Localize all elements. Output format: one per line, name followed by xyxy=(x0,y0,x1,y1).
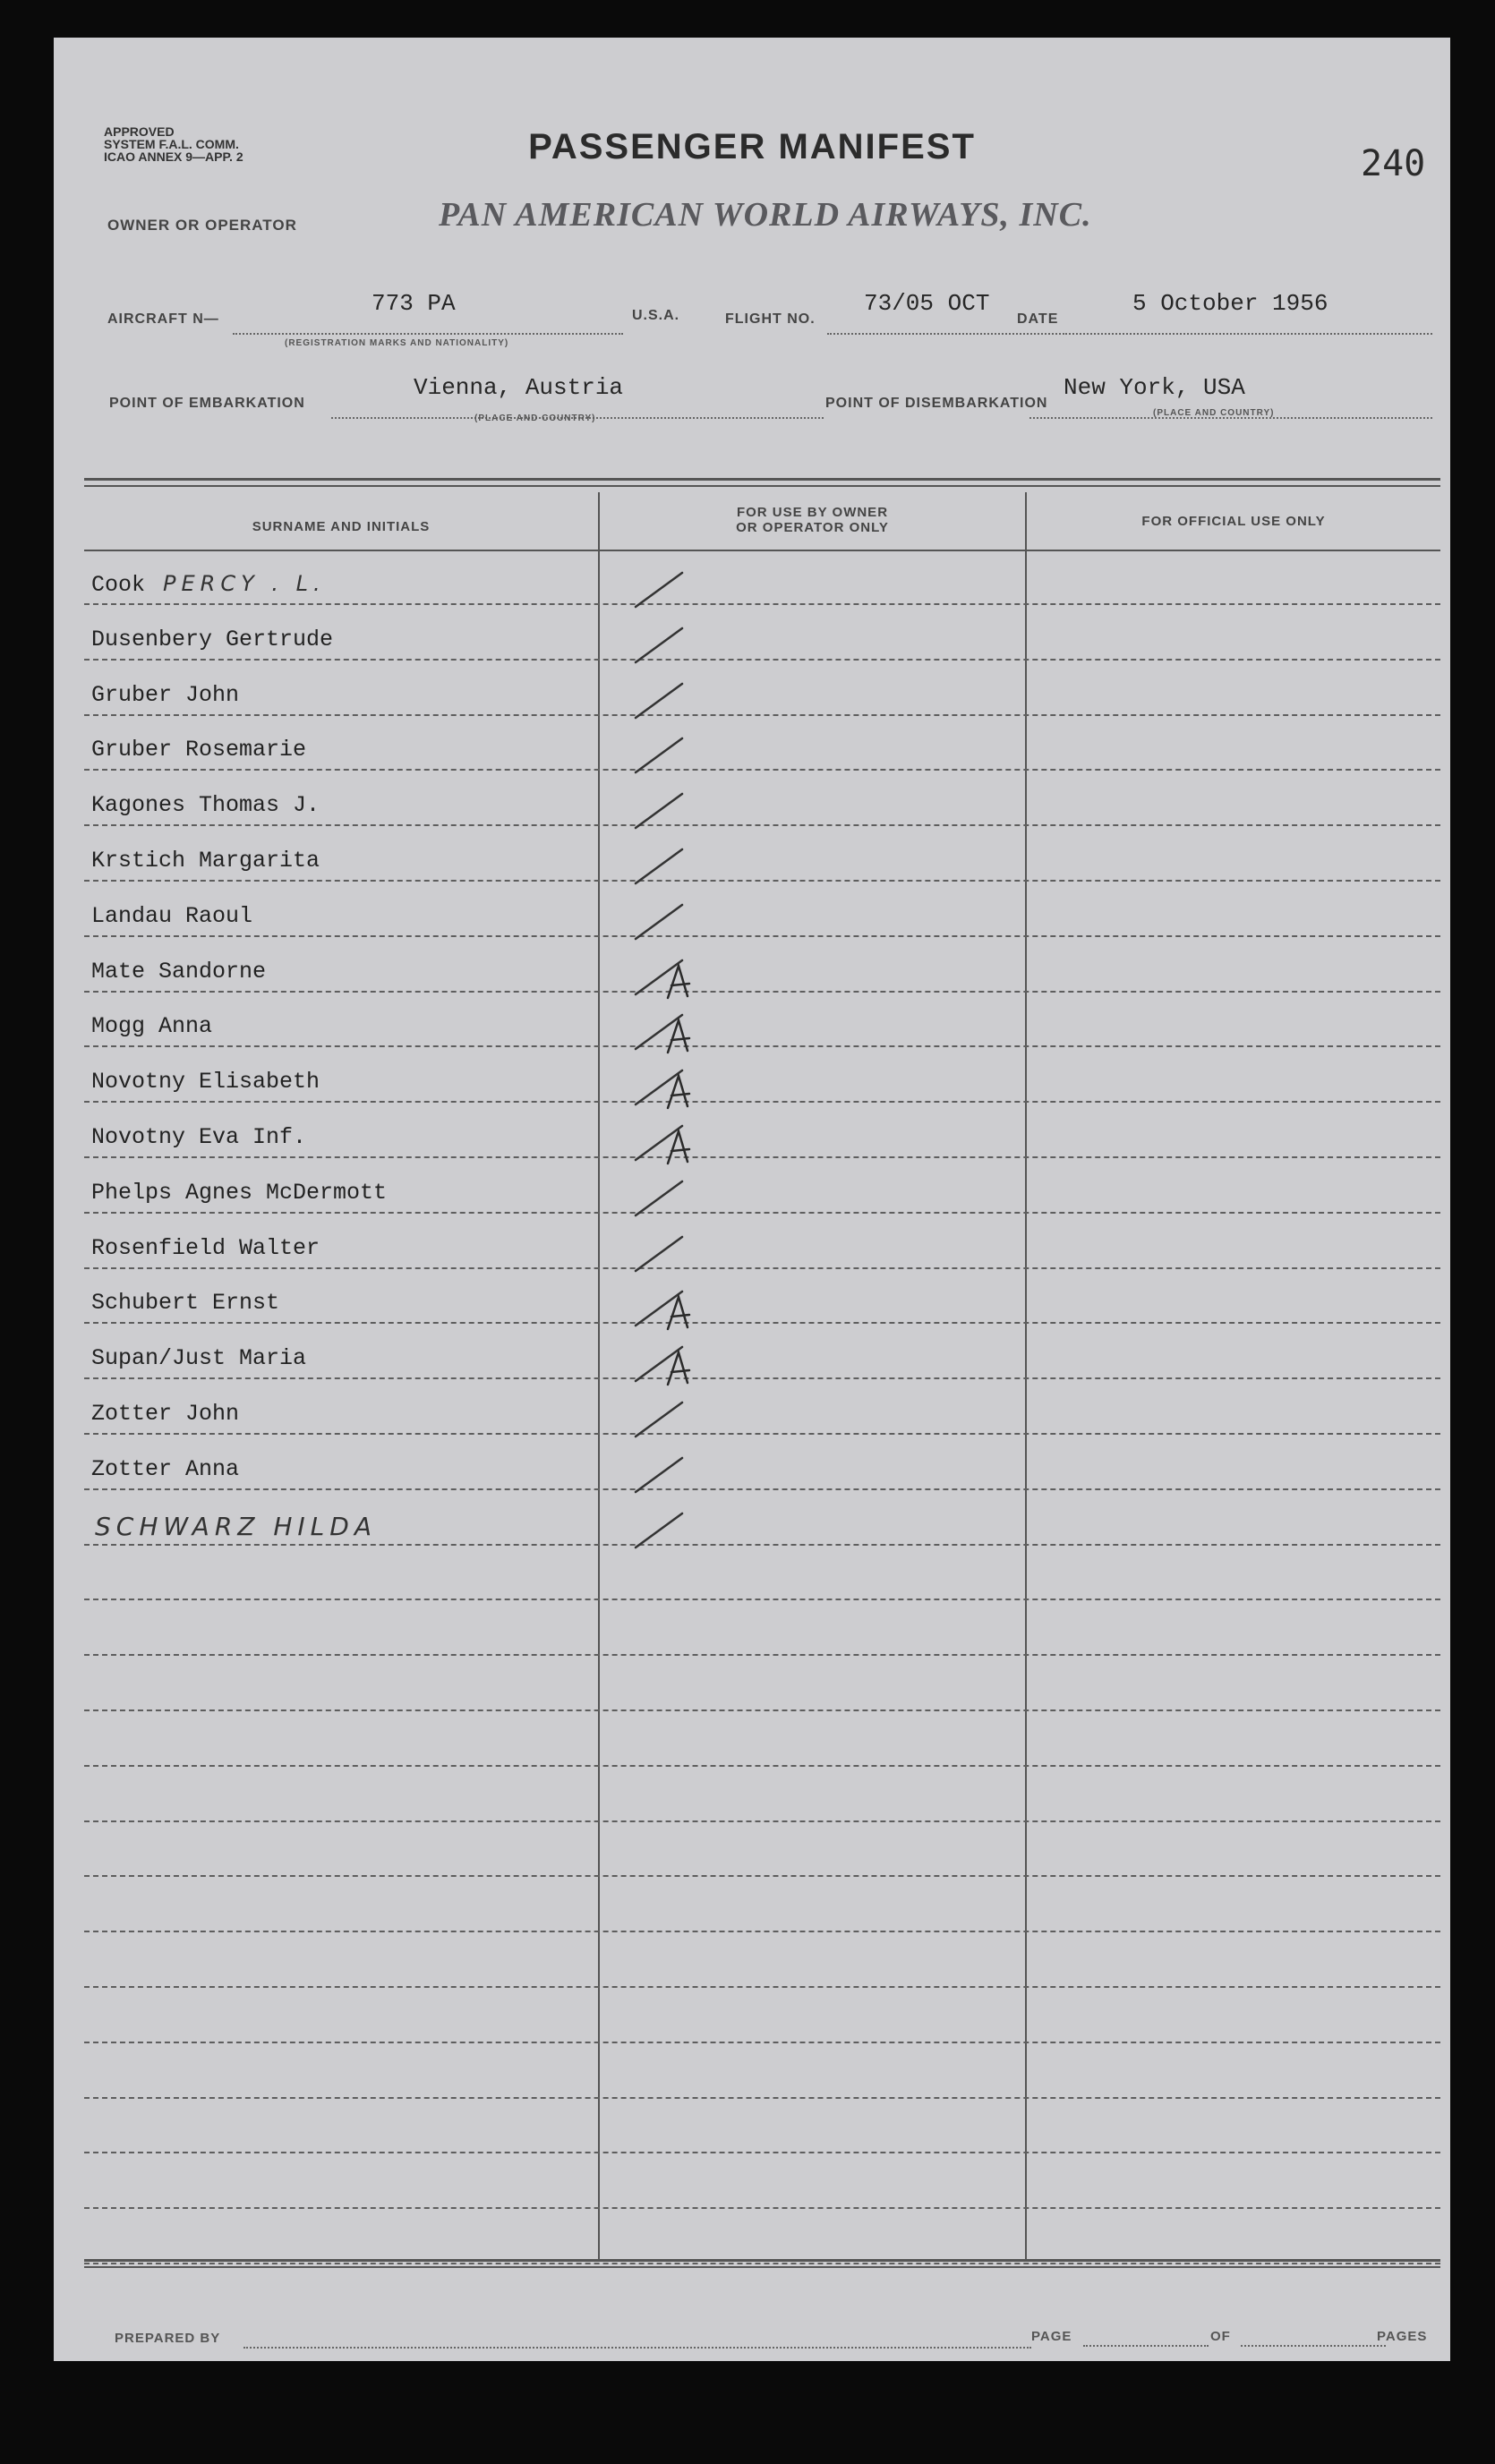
passenger-row xyxy=(91,1069,320,1095)
table-bottom-rule xyxy=(84,2266,1440,2268)
prepared-by-line xyxy=(243,2347,1031,2349)
disembarkation-sublabel: (PLACE AND COUNTRY) xyxy=(1153,408,1275,418)
usa-label: U.S.A. xyxy=(632,308,680,323)
column-header-owner xyxy=(600,505,1025,535)
row-rule xyxy=(84,1544,1440,1546)
check-mark xyxy=(582,1506,716,1560)
check-mark xyxy=(582,1284,716,1338)
check-mark xyxy=(582,1174,716,1228)
page-label: PAGE xyxy=(1031,2329,1072,2344)
passenger-name: Zotter John xyxy=(91,1401,240,1427)
check-mark xyxy=(582,1395,716,1449)
passenger-row xyxy=(91,737,306,763)
row-rule xyxy=(84,1654,1440,1656)
page-title: PASSENGER MANIFEST xyxy=(528,127,976,166)
row-rule xyxy=(84,1212,1440,1214)
check-mark xyxy=(582,1063,716,1117)
passenger-name: Novotny Elisabeth xyxy=(91,1069,320,1095)
passenger-row xyxy=(91,959,266,985)
row-rule xyxy=(84,1101,1440,1103)
column-header-owner-line: FOR USE BY OWNER xyxy=(736,505,889,520)
passenger-row xyxy=(91,903,252,929)
check-mark xyxy=(582,1451,716,1505)
passenger-row xyxy=(91,627,333,652)
date-value: 5 October 1956 xyxy=(1132,290,1328,317)
approval-line: ICAO ANNEX 9—APP. 2 xyxy=(104,149,243,164)
date-label: DATE xyxy=(1017,311,1059,327)
row-rule xyxy=(84,1986,1440,1988)
header-underline xyxy=(84,550,1440,551)
passenger-row xyxy=(91,792,320,818)
passenger-row xyxy=(91,682,239,708)
row-rule xyxy=(84,2152,1440,2153)
row-rule xyxy=(84,824,1440,826)
row-rule xyxy=(84,2263,1440,2264)
row-rule xyxy=(84,2207,1440,2209)
column-divider xyxy=(1025,492,1027,2259)
passenger-name: Cook xyxy=(91,572,146,598)
table-bottom-rule xyxy=(84,2259,1440,2262)
passenger-row xyxy=(91,1124,306,1150)
embarkation-label: POINT OF EMBARKATION xyxy=(109,396,305,411)
row-rule xyxy=(84,1377,1440,1379)
column-header-owner-line: OR OPERATOR ONLY xyxy=(736,520,889,535)
check-mark xyxy=(582,842,716,896)
passenger-name: Phelps Agnes McDermott xyxy=(91,1180,388,1206)
row-rule xyxy=(84,1156,1440,1158)
passenger-name: Dusenbery Gertrude xyxy=(91,627,334,652)
column-header-surname: SURNAME AND INITIALS xyxy=(252,519,431,534)
passenger-name: Rosenfield Walter xyxy=(91,1235,320,1261)
airline-logo: PAN AMERICAN WORLD AIRWAYS, INC. xyxy=(439,196,1092,234)
passenger-row xyxy=(91,1456,239,1482)
embarkation-sublabel: (PLACE AND COUNTRY) xyxy=(474,414,596,423)
approval-line: APPROVED xyxy=(104,124,175,139)
row-rule xyxy=(84,714,1440,716)
check-mark xyxy=(582,1230,716,1283)
prepared-by-label: PREPARED BY xyxy=(115,2331,221,2346)
table-top-rule xyxy=(84,485,1440,487)
row-rule xyxy=(84,1599,1440,1600)
pages-label: PAGES xyxy=(1377,2329,1428,2344)
aircraft-label: AIRCRAFT N— xyxy=(107,311,219,327)
row-rule xyxy=(84,935,1440,937)
passenger-row xyxy=(91,1290,279,1316)
row-rule xyxy=(84,991,1440,993)
row-rule xyxy=(84,659,1440,661)
passenger-row xyxy=(91,848,320,874)
passenger-row xyxy=(91,1512,377,1542)
passenger-row xyxy=(91,1345,306,1371)
row-rule xyxy=(84,1488,1440,1490)
of-label: OF xyxy=(1210,2329,1231,2344)
handwritten-name: SCHWARZ HILDA xyxy=(95,1512,377,1541)
column-header-official: FOR OFFICIAL USE ONLY xyxy=(1141,514,1326,529)
page-line xyxy=(1083,2345,1209,2347)
row-rule xyxy=(84,1820,1440,1822)
passenger-name: Novotny Eva Inf. xyxy=(91,1124,307,1150)
row-rule xyxy=(84,1322,1440,1324)
row-rule xyxy=(84,1765,1440,1767)
passenger-name: Gruber John xyxy=(91,682,240,708)
passenger-row xyxy=(91,571,326,598)
passenger-name: Krstich Margarita xyxy=(91,848,320,874)
date-underline xyxy=(1065,333,1432,335)
check-mark xyxy=(582,787,716,840)
check-mark xyxy=(582,566,716,619)
passenger-name: Landau Raoul xyxy=(91,903,253,929)
check-mark xyxy=(582,898,716,951)
row-rule xyxy=(84,1709,1440,1711)
row-rule xyxy=(84,603,1440,605)
check-mark xyxy=(582,1340,716,1394)
table-top-rule xyxy=(84,478,1440,481)
passenger-row xyxy=(91,1235,320,1261)
passenger-name: Gruber Rosemarie xyxy=(91,737,307,763)
passenger-name: Schubert Ernst xyxy=(91,1290,280,1316)
page-number: 240 xyxy=(1361,143,1426,184)
manifest-sheet xyxy=(54,38,1450,2361)
check-mark xyxy=(582,677,716,730)
flight-label: FLIGHT NO. xyxy=(725,311,816,327)
passenger-row xyxy=(91,1401,239,1427)
row-rule xyxy=(84,769,1440,771)
flight-underline xyxy=(827,333,1067,335)
disembarkation-value: New York, USA xyxy=(1064,374,1245,401)
passenger-row xyxy=(91,1013,212,1039)
row-rule xyxy=(84,1433,1440,1435)
row-rule xyxy=(84,1267,1440,1269)
row-rule xyxy=(84,1045,1440,1047)
aircraft-sublabel: (REGISTRATION MARKS AND NATIONALITY) xyxy=(285,338,509,348)
passenger-name: Kagones Thomas J. xyxy=(91,792,320,818)
owner-label: OWNER OR OPERATOR xyxy=(107,217,297,234)
passenger-name: Zotter Anna xyxy=(91,1456,240,1482)
passenger-name: Mate Sandorne xyxy=(91,959,267,985)
approval-line: SYSTEM F.A.L. COMM. xyxy=(104,137,239,151)
row-rule xyxy=(84,1875,1440,1877)
row-rule xyxy=(84,2097,1440,2099)
check-mark xyxy=(582,953,716,1007)
check-mark xyxy=(582,1008,716,1061)
aircraft-value: 773 PA xyxy=(372,290,456,317)
check-mark xyxy=(582,731,716,785)
row-rule xyxy=(84,1931,1440,1932)
row-rule xyxy=(84,2042,1440,2043)
passenger-name: Supan/Just Maria xyxy=(91,1345,307,1371)
check-mark xyxy=(582,1119,716,1172)
passenger-row xyxy=(91,1180,387,1206)
embarkation-value: Vienna, Austria xyxy=(414,374,624,401)
aircraft-underline xyxy=(233,333,623,335)
handwritten-name: PERCY . L. xyxy=(163,571,326,596)
passenger-name: Mogg Anna xyxy=(91,1013,213,1039)
row-rule xyxy=(84,880,1440,882)
check-mark xyxy=(582,621,716,675)
of-line xyxy=(1241,2345,1386,2347)
disembarkation-label: POINT OF DISEMBARKATION xyxy=(825,396,1048,411)
flight-value: 73/05 OCT xyxy=(864,290,990,317)
